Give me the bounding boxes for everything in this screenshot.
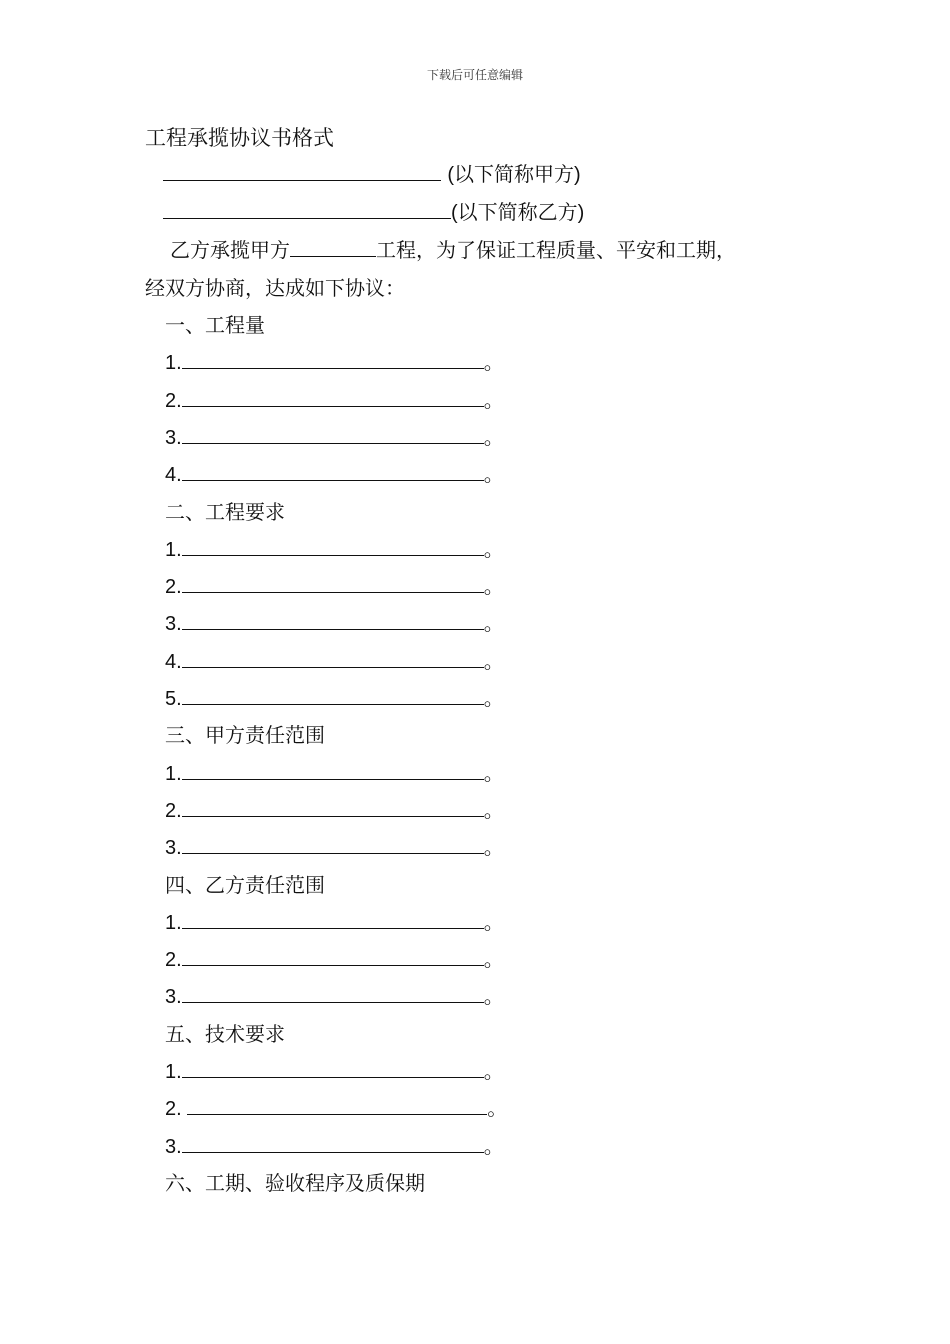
party-b-line xyxy=(163,196,584,225)
party-b-label: (以下简称乙方) xyxy=(451,202,585,224)
item-blank[interactable] xyxy=(182,1059,484,1078)
party-a-label: (以下简称甲方) xyxy=(447,164,581,186)
section-heading: 四、乙方责任范围 xyxy=(165,872,325,897)
item-end-mark: 。 xyxy=(483,536,504,561)
item-blank[interactable] xyxy=(182,462,484,481)
section-item xyxy=(165,1130,504,1159)
item-number: 4. xyxy=(165,464,182,487)
item-end-mark: 。 xyxy=(483,797,504,822)
item-blank[interactable] xyxy=(182,649,484,668)
item-end-mark: 。 xyxy=(483,611,504,636)
page-header: 下载后可任意编辑 xyxy=(426,68,523,82)
section-item xyxy=(165,1055,504,1084)
item-blank[interactable] xyxy=(182,910,484,929)
section-item xyxy=(165,757,504,786)
item-end-mark: 。 xyxy=(483,835,504,860)
item-number: 2. xyxy=(165,389,182,412)
item-end-mark: 。 xyxy=(483,424,504,449)
item-number: 5. xyxy=(165,688,182,710)
item-number: 2. xyxy=(165,949,182,972)
section-item xyxy=(165,906,504,935)
section-item xyxy=(165,533,504,562)
section-item xyxy=(165,607,504,636)
item-blank[interactable] xyxy=(182,537,484,556)
item-blank[interactable] xyxy=(182,761,484,780)
item-end-mark: 。 xyxy=(483,387,504,412)
section-item xyxy=(165,421,504,450)
item-number: 1. xyxy=(165,352,182,375)
item-blank[interactable] xyxy=(182,425,484,444)
item-blank[interactable] xyxy=(182,574,484,593)
item-number: 1. xyxy=(165,1061,182,1083)
document-title: 工程承揽协议书格式 xyxy=(145,126,334,150)
section-item xyxy=(165,794,504,823)
item-number: 3. xyxy=(165,426,182,449)
item-blank[interactable] xyxy=(182,798,484,817)
item-blank[interactable] xyxy=(182,611,484,630)
item-blank[interactable] xyxy=(182,1134,484,1153)
item-number: 3. xyxy=(165,986,182,1009)
item-number: 2. xyxy=(165,576,182,599)
item-blank[interactable] xyxy=(182,686,484,705)
item-number: 1. xyxy=(165,538,182,561)
item-end-mark: 。 xyxy=(483,686,504,710)
item-end-mark: 。 xyxy=(483,350,504,375)
item-number: 3. xyxy=(165,837,182,860)
party-b-blank[interactable] xyxy=(163,200,451,219)
item-blank[interactable] xyxy=(182,984,484,1003)
section-heading: 五、技术要求 xyxy=(165,1021,285,1046)
section-item xyxy=(165,831,504,860)
item-end-mark: 。 xyxy=(483,909,504,934)
item-blank[interactable] xyxy=(187,1096,487,1115)
item-number: 2. xyxy=(165,799,182,822)
section-item xyxy=(165,570,504,599)
section-heading: 二、工程要求 xyxy=(165,499,285,524)
section-item xyxy=(165,645,504,674)
item-end-mark: 。 xyxy=(483,947,504,972)
item-blank[interactable] xyxy=(182,835,484,854)
item-number: 3. xyxy=(165,613,182,636)
item-blank[interactable] xyxy=(182,388,484,407)
item-end-mark: 。 xyxy=(483,462,504,487)
party-a-line xyxy=(163,158,581,187)
intro-line-2: 经双方协商，达成如下协议： xyxy=(145,276,405,300)
item-number: 4. xyxy=(165,650,182,673)
section-item xyxy=(165,384,504,413)
item-number: 2. xyxy=(165,1098,188,1121)
item-blank[interactable] xyxy=(182,350,484,369)
section-item xyxy=(165,458,504,487)
section-heading: 六、工期、验收程序及质保期 xyxy=(165,1170,425,1195)
item-end-mark: 。 xyxy=(483,574,504,599)
item-end-mark: 。 xyxy=(483,648,504,673)
intro-part1: 乙方承揽甲方 xyxy=(170,238,290,262)
item-end-mark: 。 xyxy=(483,984,504,1009)
section-item xyxy=(165,980,504,1009)
project-name-blank[interactable] xyxy=(290,238,376,257)
intro-line-1 xyxy=(170,234,736,263)
item-end-mark: 。 xyxy=(483,1059,504,1083)
section-heading: 一、工程量 xyxy=(165,313,265,337)
party-a-blank[interactable] xyxy=(163,162,441,181)
intro-part2: 工程，为了保证工程质量、平安和工期， xyxy=(376,238,736,262)
section-item xyxy=(165,943,504,972)
item-blank[interactable] xyxy=(182,947,484,966)
item-number: 1. xyxy=(165,911,182,934)
section-item xyxy=(165,1092,507,1121)
item-number: 3. xyxy=(165,1135,182,1158)
item-number: 1. xyxy=(165,762,182,785)
section-item xyxy=(165,346,504,375)
item-end-mark: 。 xyxy=(483,1133,504,1158)
section-heading: 三、甲方责任范围 xyxy=(165,723,325,748)
section-item xyxy=(165,682,504,711)
item-end-mark: 。 xyxy=(483,760,504,785)
item-end-mark: 。 xyxy=(487,1096,508,1121)
